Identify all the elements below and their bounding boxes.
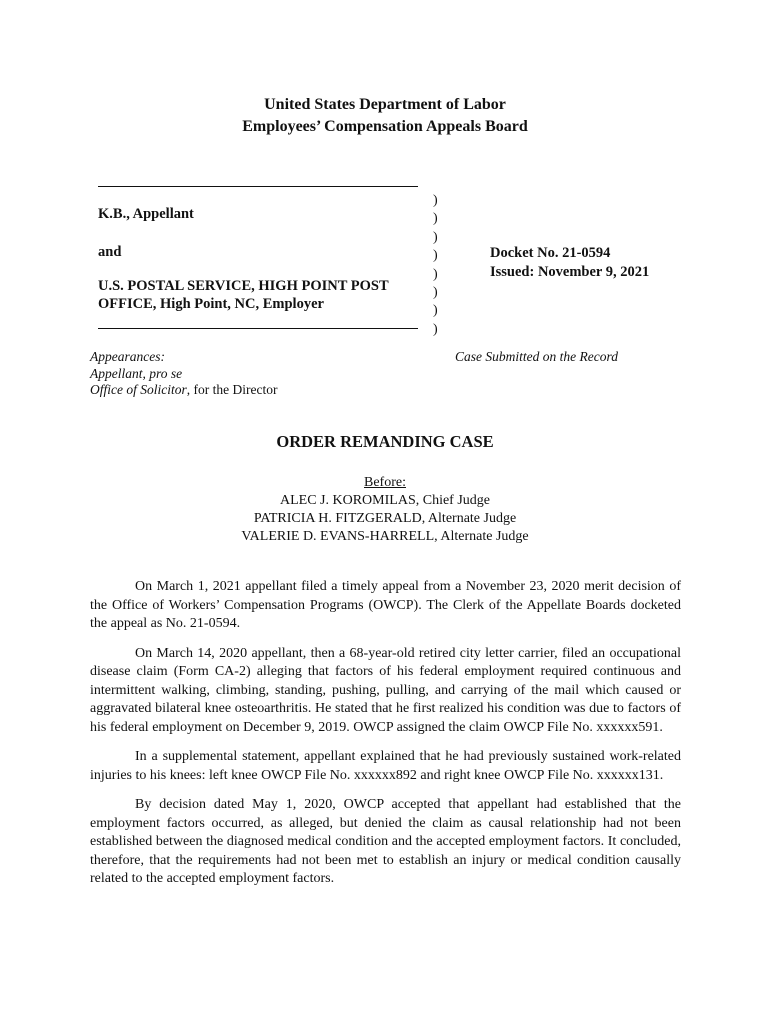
caption-bottom-rule [98, 328, 418, 329]
before-label: Before: [364, 475, 406, 490]
appearances-heading: Appearances: [90, 349, 165, 364]
order-title: ORDER REMANDING CASE [276, 432, 494, 451]
judge-2: PATRICIA H. FITZGERALD, Alternate Judge [253, 511, 517, 526]
caption-parenthesis-column: ) ) ) ) ) ) ) ) [433, 193, 438, 337]
paragraph-3: In a supplemental statement, appellant explained that he had previously sustained work-related injuries to his knees: left knee OWCP File No. xxxxxx892 and right knee OWCP File No. xxxxxx131. [90, 749, 681, 783]
employer-line-1: U.S. POSTAL SERVICE, HIGH POINT POST [98, 278, 389, 294]
caption-and: and [98, 244, 122, 260]
paragraph-2: On March 14, 2020 appellant, then a 68-year-old retired city letter carrier, filed an occupational disease claim (Form CA-2) alleging that factors of his federal employment required continuous and intermittent walking, climbing, standing, pushing, pulling, and carrying of the mail which caused or aggravated bilateral knee osteoarthritis. He stated that he first realized his condition was due to factors of his federal employment on December 9, 2019. OWCP assigned the claim OWCP File No. xxxxxx591. [90, 645, 681, 735]
solicitor-label: Office of Solicitor [90, 382, 187, 397]
caption-top-rule [98, 186, 418, 187]
judge-1: ALEC J. KOROMILAS, Chief Judge [280, 493, 490, 508]
paragraph-4: By decision dated May 1, 2020, OWCP accepted that appellant had established that the employment factors occurred, as alleged, but denied the claim as causal relationship had not been established between the diagnosed medical condition and the accepted employment factors. It concluded, therefore, that the requirements had not been met to establish an injury or medical condition causally related to the accepted employment factors. [90, 797, 681, 886]
case-submitted-note: Case Submitted on the Record [455, 349, 618, 364]
appearances-block [90, 349, 277, 399]
solicitor-role: , for the Director [186, 382, 278, 397]
solicitor-line [90, 382, 277, 399]
agency-name: United States Department of Labor [264, 96, 506, 113]
docket-number: Docket No. 21-0594 [490, 245, 611, 261]
docket-block [490, 244, 649, 282]
judge-3: VALERIE D. EVANS-HARRELL, Alternate Judge [241, 529, 529, 544]
appellant-representation: Appellant, pro se [90, 365, 183, 381]
employer-line-2: OFFICE, High Point, NC, Employer [98, 296, 324, 312]
order-body [90, 578, 681, 900]
board-name: Employees’ Compensation Appeals Board [242, 118, 528, 135]
issued-date: Issued: November 9, 2021 [490, 264, 650, 280]
agency-header [0, 94, 770, 138]
appellant-name: K.B., Appellant [98, 206, 194, 222]
paragraph-1: On March 1, 2021 appellant filed a timely appeal from a November 23, 2020 merit decision of the Office of Workers’ Compensation Programs (OWCP). The Clerk of the Appellate Boards docketed the appeal as No. 21-0594. [90, 579, 681, 631]
before-block [0, 474, 770, 546]
